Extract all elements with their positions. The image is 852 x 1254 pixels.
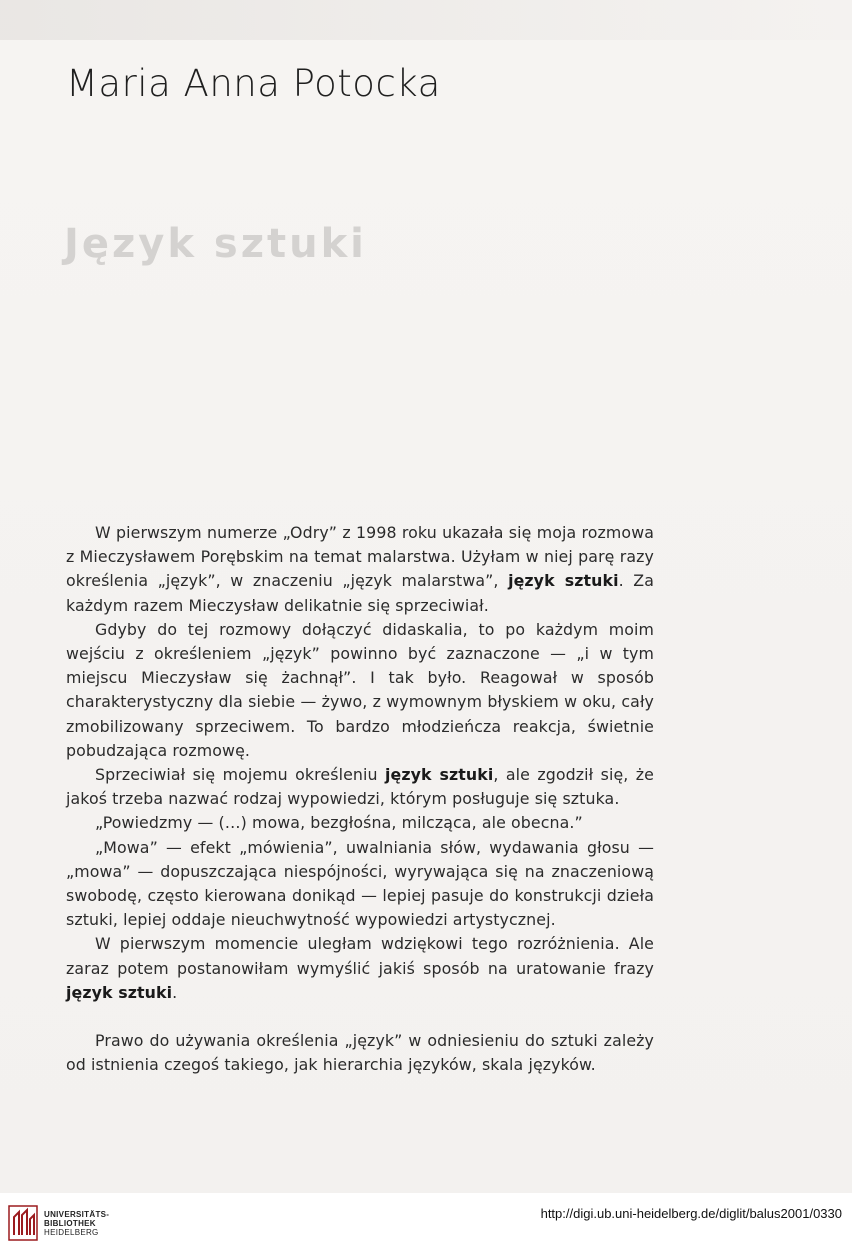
text-run: Prawo do używania określenia „język” w odniesieniu do sztuki zależy od istnienia czegoś takiego, jak hierarchia języków, skala języków. <box>66 1031 654 1075</box>
viewer-footer <box>0 1193 852 1254</box>
paragraph <box>66 932 654 1005</box>
library-logo-text <box>44 1210 109 1237</box>
permalink-url[interactable]: http://digi.ub.uni-heidelberg.de/diglit/balus2001/0330 <box>540 1206 842 1221</box>
text-run: , ale zgodził się, że jakoś trzeba nazwać rodzaj wypowiedzi, którym posługuje się sztuka. <box>66 765 654 809</box>
paragraph <box>66 1029 654 1077</box>
text-run: . Za każdym razem Mieczysław delikatnie się sprzeciwiał. <box>66 571 654 615</box>
text-run: Sprzeciwiał się mojemu określeniu <box>95 765 385 785</box>
text-run: W pierwszym numerze „Odry” z 1998 roku ukazała się moja rozmowa z Mieczysławem Porębskim na temat malarstwa. Użyłam w niej parę razy określenia „język”, w znaczeniu „język malarstwa”, <box>66 523 654 591</box>
logo-line-3: HEIDELBERG <box>44 1227 99 1237</box>
emphasized-term: język sztuki <box>384 765 494 785</box>
emphasized-term: język sztuki <box>508 571 619 591</box>
author-name: Maria Anna Potocka <box>66 62 441 105</box>
text-run: W pierwszym momencie uległam wdziękowi tego rozróżnienia. Ale zaraz potem postanowiłam wymyślić jakiś sposób na uratowanie frazy <box>66 934 654 978</box>
text-run: . <box>172 982 178 1002</box>
emphasized-term: język sztuki <box>66 982 173 1002</box>
logo-line-1: UNIVERSITÄTS- <box>44 1209 110 1219</box>
text-run: „Mowa” — efekt „mówienia”, uwalniania słów, wydawania głosu — „mowa” — dopuszczająca niespójności, wyrywająca się na znaczeniową swobodę, często kierowana donikąd — lepiej pasuje do konstrukcji dzieła sztuki, lepiej oddaje nieuchwytność wypowiedzi artystycznej. <box>66 837 654 930</box>
heidelberg-emblem-icon <box>8 1205 38 1241</box>
paragraph <box>66 811 654 835</box>
paragraph <box>66 836 654 933</box>
paragraph <box>66 763 654 811</box>
scan-shadow-band <box>0 0 852 40</box>
text-run: Gdyby do tej rozmowy dołączyć didaskalia, to po każdym moim wejściu z określeniem „język” powinno być zaznaczone — „i w tym miejscu Mieczysław się żachnął”. I tak było. Reagował w sposób charakterystyczny dla siebie — żywo, z wymownym błyskiem w oku, cały zmobilizowany sprzeciwem. To bardzo młodzieńcza reakcja, świetnie pobudzająca rozmowę. <box>66 619 654 760</box>
logo-line-2: BIBLIOTHEK <box>44 1218 96 1228</box>
article-title: Język sztuki <box>64 221 367 267</box>
text-run: „Powiedzmy — (…) mowa, bezgłośna, milcząca, ale obecna.” <box>95 813 583 833</box>
paragraph <box>66 521 654 618</box>
library-logo[interactable] <box>8 1205 109 1241</box>
article-body <box>66 521 654 1077</box>
paragraph <box>66 618 654 763</box>
